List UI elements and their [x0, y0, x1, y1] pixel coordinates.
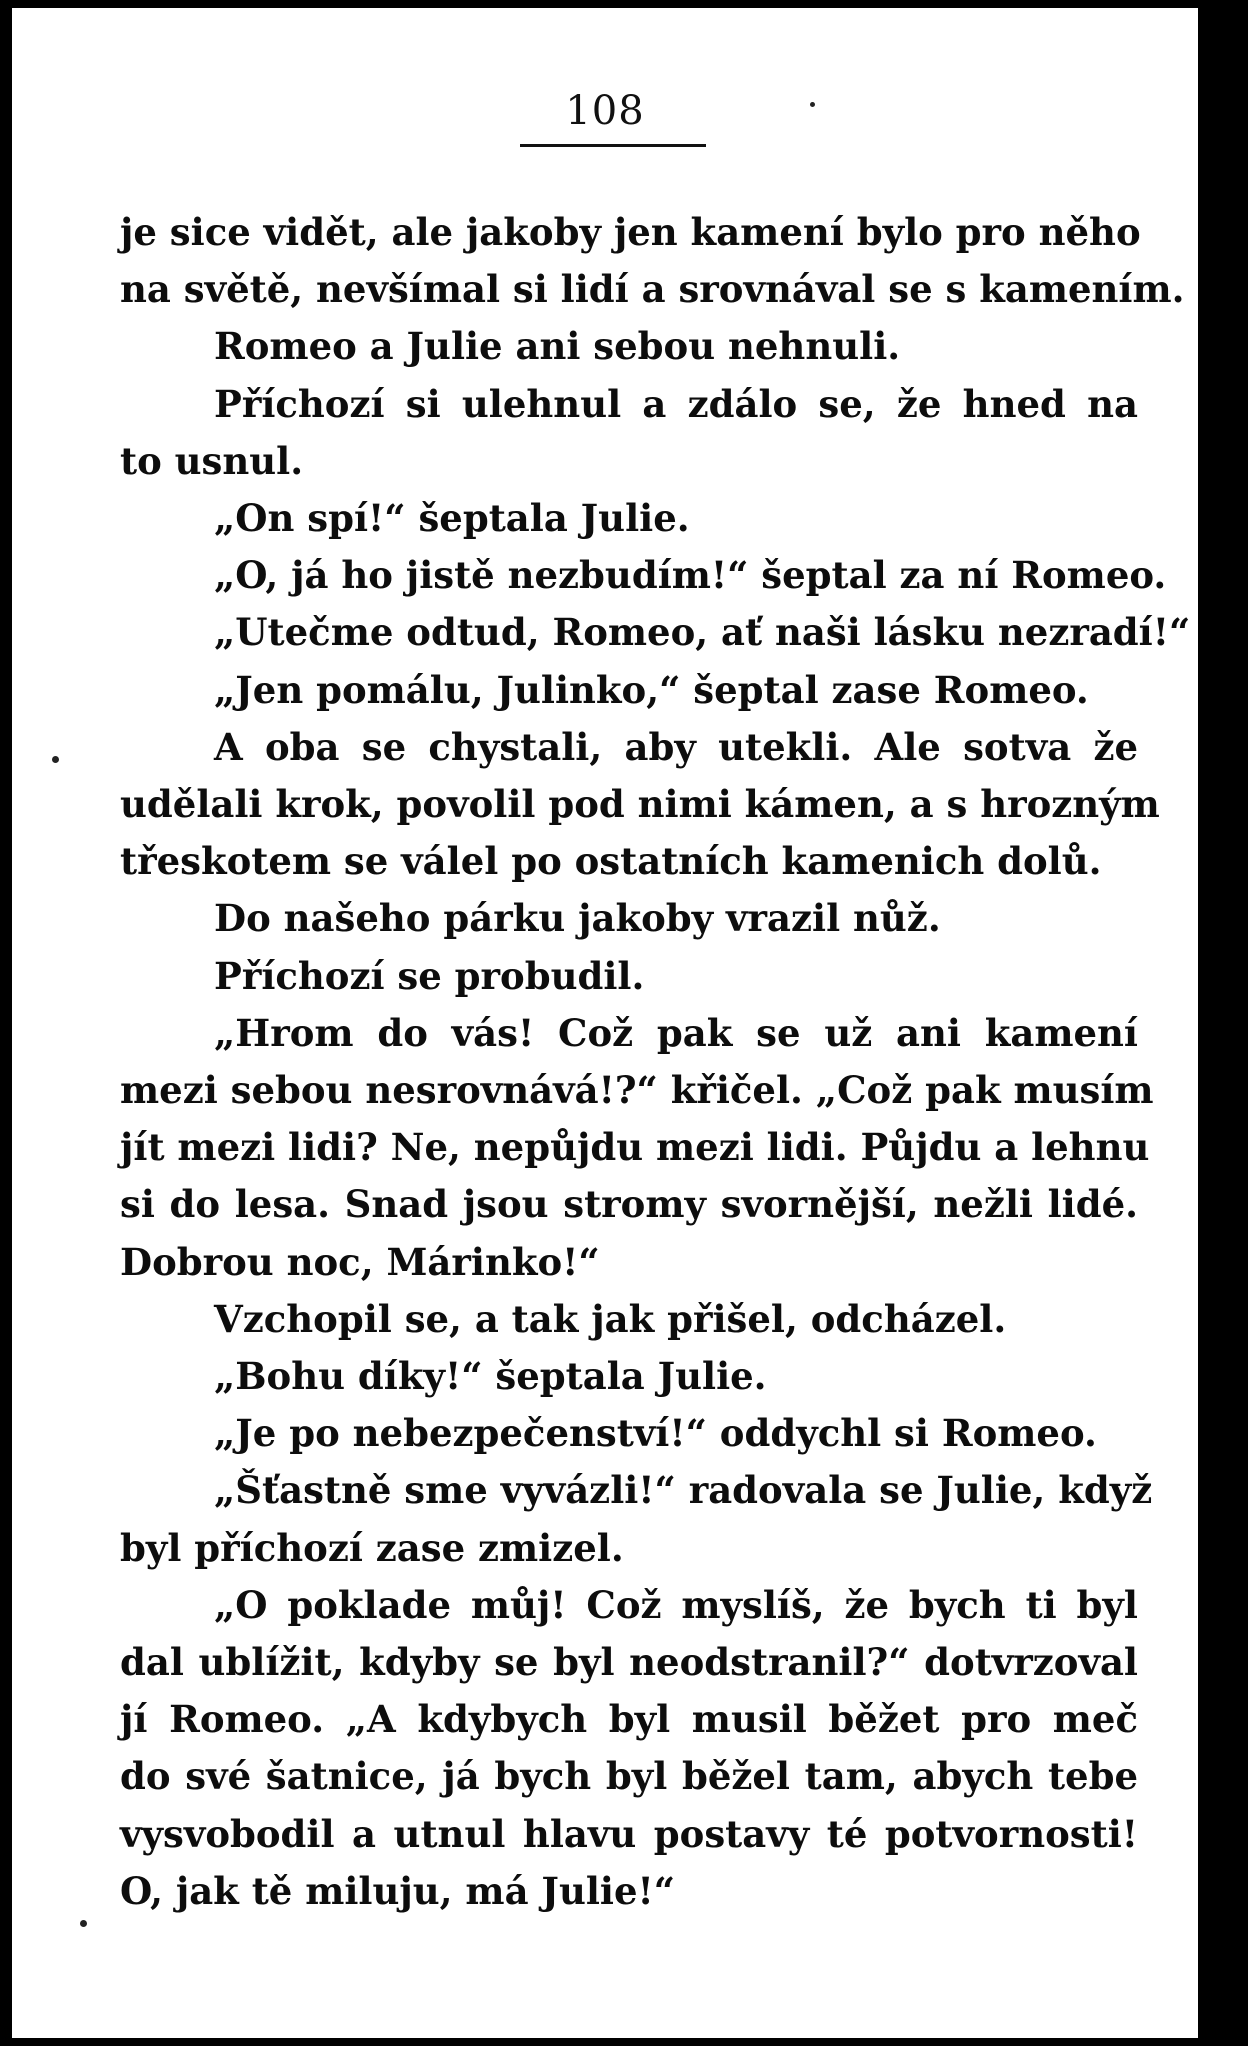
text-line: do své šatnice, já bych byl běžel tam, abych tebe	[120, 1754, 1138, 1799]
text-line: „O, já ho jistě nezbudím!“ šeptal za ní Romeo.	[214, 553, 1167, 598]
print-speck	[810, 102, 815, 107]
page-text	[120, 204, 1191, 1920]
text-line: Vzchopil se, a tak jak přišel, odcházel.	[214, 1296, 1007, 1341]
print-speck	[80, 1920, 87, 1927]
text-line: to usnul.	[120, 438, 304, 483]
text-line: Dobrou noc, Márinko!“	[120, 1239, 600, 1284]
text-line: „O poklade můj! Což myslíš, že bych ti byl	[214, 1582, 1138, 1627]
text-line: třeskotem se válel po ostatních kamenich dolů.	[120, 839, 1102, 884]
text-line: Romeo a Julie ani sebou nehnuli.	[214, 324, 901, 369]
text-line: mezi sebou nesrovnává!?“ křičel. „Což pak musím	[120, 1068, 1154, 1113]
page-number-rule	[520, 144, 706, 147]
page-number: 108	[565, 88, 645, 134]
text-line: „On spí!“ šeptala Julie.	[214, 496, 690, 541]
text-line: jít mezi lidi? Ne, nepůjdu mezi lidi. Půjdu a lehnu	[120, 1125, 1150, 1170]
text-line: Do našeho párku jakoby vrazil nůž.	[214, 896, 941, 941]
text-line: na světě, nevšímal si lidí a srovnával se s kamením.	[120, 267, 1185, 312]
print-speck	[52, 756, 59, 763]
book-page	[12, 8, 1198, 2038]
text-line: udělali krok, povolil pod nimi kámen, a s hrozným	[120, 782, 1160, 827]
text-line: si do lesa. Snad jsou stromy svornější, nežli lidé.	[120, 1182, 1138, 1227]
text-line: „Utečme odtud, Romeo, ať naši lásku nezradí!“	[214, 610, 1191, 655]
text-line: jí Romeo. „A kdybych byl musil běžet pro meč	[120, 1697, 1138, 1742]
text-line: „Bohu díky!“ šeptala Julie.	[214, 1354, 767, 1399]
text-line: Příchozí se probudil.	[214, 953, 645, 998]
text-line: dal ublížit, kdyby se byl neodstranil?“ dotvrzoval	[120, 1640, 1138, 1685]
text-line: vysvobodil a utnul hlavu postavy té potvornosti!	[120, 1811, 1138, 1856]
text-line: „Jen pomálu, Julinko,“ šeptal zase Romeo.	[214, 667, 1089, 712]
text-line: A oba se chystali, aby utekli. Ale sotva že	[214, 724, 1138, 769]
text-line: „Je po nebezpečenství!“ oddychl si Romeo.	[214, 1411, 1097, 1456]
text-line: byl příchozí zase zmizel.	[120, 1525, 624, 1570]
text-line: Příchozí si ulehnul a zdálo se, že hned na	[214, 381, 1138, 426]
text-line: O, jak tě miluju, má Julie!“	[120, 1868, 676, 1913]
text-line: „Šťastně sme vyvázli!“ radovala se Julie, když	[214, 1468, 1153, 1513]
text-line: „Hrom do vás! Což pak se už ani kamení	[214, 1010, 1138, 1055]
text-line: je sice vidět, ale jakoby jen kamení bylo pro něho	[120, 210, 1141, 254]
